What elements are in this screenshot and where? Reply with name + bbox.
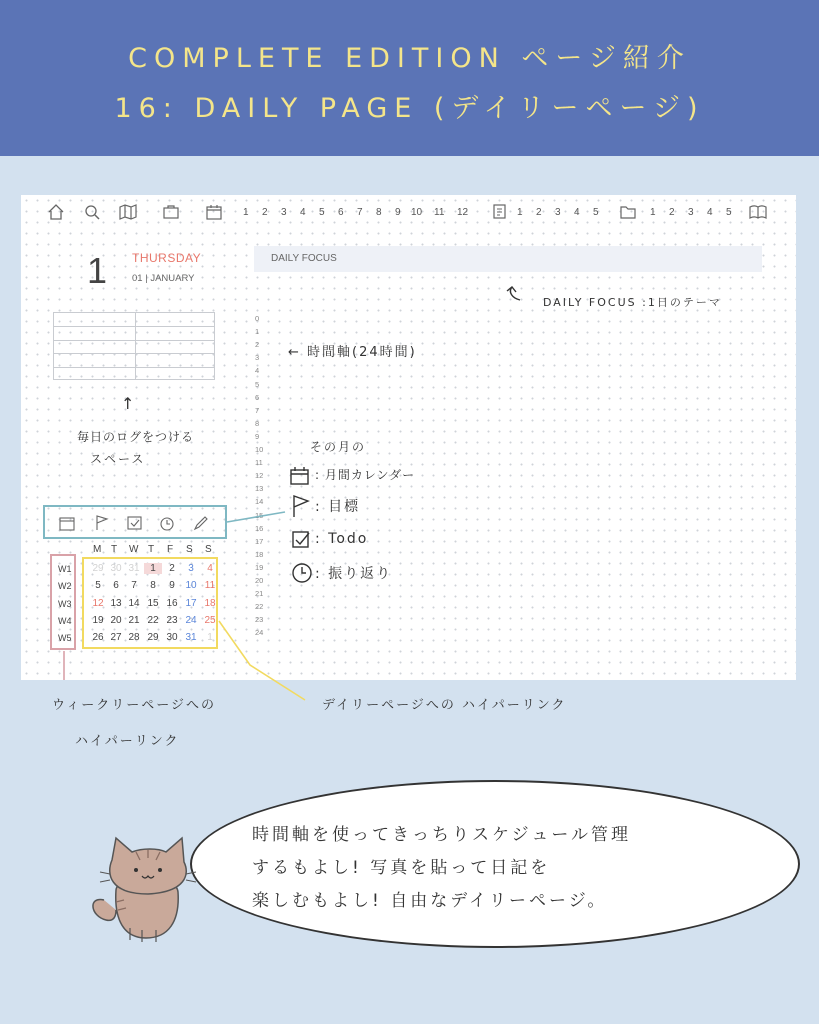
calendar-weekday-header: W: [129, 544, 139, 555]
calendar-weekday-header: S: [186, 544, 193, 555]
daily-page-link[interactable]: 18: [204, 598, 216, 609]
cat-mascot-illustration: [86, 830, 206, 950]
daily-page-link[interactable]: 25: [204, 615, 216, 626]
checkbox-icon: [291, 530, 313, 550]
daily-page-link[interactable]: 10: [185, 580, 197, 591]
legend-calendar: : 月間カレンダー: [315, 468, 416, 482]
hour-label: 3: [255, 353, 260, 363]
calendar-weekday-header: S: [205, 544, 212, 555]
daily-log-table[interactable]: [53, 312, 215, 380]
hours-annotation: ← 時間軸(24時間): [288, 345, 417, 360]
month-link[interactable]: 6: [338, 207, 344, 218]
daily-focus-label: DAILY FOCUS: [271, 253, 337, 264]
module-icon-bar: [43, 505, 227, 539]
daily-page-link[interactable]: 1: [144, 563, 162, 574]
day-number: 1: [87, 250, 108, 291]
month-link[interactable]: 2: [262, 207, 268, 218]
daily-page-link[interactable]: 3: [188, 563, 194, 574]
hour-label: 23: [255, 615, 264, 625]
hour-label: 17: [255, 536, 264, 546]
hour-label: 19: [255, 562, 264, 572]
month-link[interactable]: 7: [357, 207, 363, 218]
daily-page-link[interactable]: 24: [185, 615, 197, 626]
hour-label: 6: [255, 392, 260, 402]
header-title-line1: COMPLETE EDITION ページ紹介: [128, 43, 691, 74]
map-icon[interactable]: [119, 203, 137, 221]
month-link[interactable]: 4: [300, 207, 306, 218]
hour-label: 2: [255, 340, 260, 350]
hour-label: 14: [255, 497, 264, 507]
month-link[interactable]: 12: [457, 207, 469, 218]
hour-label: 7: [255, 405, 260, 415]
timer-icon[interactable]: [159, 515, 175, 531]
hour-label: 24: [255, 628, 264, 638]
hour-label: 10: [255, 445, 264, 454]
daily-page-link[interactable]: 11: [204, 580, 216, 591]
calendar-weekday-header: F: [167, 544, 174, 555]
daily-page-link[interactable]: 9: [169, 580, 175, 591]
daily-page-link[interactable]: 29: [92, 563, 104, 574]
header-title-line2: 16: DAILY PAGE (デイリーページ): [114, 93, 705, 124]
month-link[interactable]: 11: [434, 207, 445, 218]
daily-page-link[interactable]: 6: [113, 580, 119, 591]
timer-icon: [290, 560, 314, 584]
folder-link[interactable]: 3: [688, 207, 694, 218]
home-icon[interactable]: [47, 203, 65, 221]
daily-page-link[interactable]: 5: [95, 580, 101, 591]
legend-review: : 振り返り: [315, 566, 393, 582]
planner-toolbar: [21, 203, 796, 225]
daily-page-link[interactable]: 27: [110, 632, 122, 643]
hour-label: 9: [255, 431, 260, 441]
weekly-page-link[interactable]: W3: [58, 599, 72, 609]
log-row-divider: [54, 367, 214, 368]
note-link[interactable]: 4: [574, 207, 580, 218]
bubble-line2: するもよし! 写真を貼って日記を: [252, 858, 551, 878]
month-date-label: 01 | JANUARY: [132, 273, 195, 284]
legend-goal: : 目標: [315, 499, 361, 515]
calendar-icon[interactable]: [59, 515, 75, 531]
daily-page-link[interactable]: 1: [207, 632, 213, 643]
flag-icon: [291, 494, 313, 518]
focus-annotation: DAILY FOCUS :1日のテーマ: [543, 296, 722, 309]
folder-link[interactable]: 2: [669, 207, 675, 218]
daily-page-link[interactable]: 22: [147, 615, 159, 626]
calendar-weekday-header: M: [93, 544, 102, 555]
daily-page-link[interactable]: 2: [169, 563, 175, 574]
header-banner: [0, 0, 819, 156]
hour-label: 22: [255, 602, 264, 612]
daily-page-link[interactable]: 13: [110, 598, 122, 609]
log-annotation-line1: 毎日のログをつける: [77, 430, 195, 444]
hour-label: 8: [255, 418, 260, 428]
calendar-icon: [289, 466, 311, 486]
note-link[interactable]: 5: [593, 207, 599, 218]
note-link[interactable]: 2: [536, 207, 542, 218]
month-link[interactable]: 3: [281, 207, 287, 218]
daily-page-link[interactable]: 23: [166, 615, 178, 626]
daily-page-link[interactable]: 26: [92, 632, 104, 643]
bubble-line3: 楽しむもよし! 自由なデイリーページ。: [252, 891, 608, 911]
flag-icon[interactable]: [94, 515, 110, 531]
hour-label: 21: [255, 589, 264, 599]
hour-label: 15: [255, 510, 264, 520]
daily-link-annotation: デイリーページへの ハイパーリンク: [322, 698, 567, 713]
daily-page-link[interactable]: 29: [147, 632, 159, 643]
daily-page-link[interactable]: 30: [166, 632, 178, 643]
note-link[interactable]: 1: [517, 207, 523, 218]
folder-link[interactable]: 4: [707, 207, 713, 218]
hour-label: 18: [255, 549, 264, 559]
log-row-divider: [54, 340, 214, 341]
book-icon[interactable]: [749, 203, 767, 221]
weekly-link-annotation-line2: ハイパーリンク: [75, 734, 180, 749]
daily-page-link[interactable]: 7: [131, 580, 137, 591]
hour-label: 4: [255, 366, 260, 376]
log-row-divider: [54, 326, 214, 327]
daily-page-link[interactable]: 12: [92, 598, 104, 609]
hour-label: 1: [255, 327, 260, 337]
weekday-label: THURSDAY: [132, 251, 202, 265]
log-row-divider: [54, 353, 214, 354]
log-annotation-line2: スペース: [90, 452, 146, 466]
month-link[interactable]: 10: [411, 207, 423, 218]
daily-page-link[interactable]: 8: [150, 580, 156, 591]
month-link[interactable]: 9: [395, 207, 401, 218]
note-link[interactable]: 3: [555, 207, 561, 218]
daily-page-link[interactable]: 30: [110, 563, 122, 574]
hour-label: 5: [255, 379, 260, 389]
calendar-weekday-header: T: [148, 544, 155, 555]
daily-page-link[interactable]: 19: [92, 615, 104, 626]
weekly-page-link[interactable]: W5: [58, 633, 72, 643]
weekly-page-link[interactable]: W1: [58, 564, 72, 574]
bubble-line1: 時間軸を使ってきっちりスケジュール管理: [252, 825, 631, 845]
log-arrow: ↑: [121, 394, 135, 413]
hour-label: 11: [255, 458, 263, 468]
search-icon[interactable]: [83, 203, 101, 221]
hour-label: 0: [255, 314, 260, 323]
folder-link[interactable]: 5: [726, 207, 732, 218]
module-annotation-title: その月の: [310, 440, 367, 454]
daily-page-link[interactable]: 16: [166, 598, 178, 609]
daily-page-link[interactable]: 28: [128, 632, 140, 643]
briefcase-icon[interactable]: [162, 203, 180, 221]
notes-icon[interactable]: [491, 203, 509, 221]
month-link[interactable]: 8: [376, 207, 382, 218]
hour-label: 12: [255, 471, 264, 481]
weekly-link-annotation-line1: ウィークリーページへの: [52, 698, 216, 713]
hour-label: 16: [255, 523, 264, 533]
daily-page-link[interactable]: 15: [147, 598, 159, 609]
checkbox-icon[interactable]: [127, 515, 143, 531]
folder-link[interactable]: 1: [650, 207, 656, 218]
daily-page-link[interactable]: 20: [110, 615, 122, 626]
daily-page-link[interactable]: 31: [128, 563, 140, 574]
log-col-divider: [135, 313, 136, 379]
daily-page-link[interactable]: 14: [128, 598, 140, 609]
weekly-page-link[interactable]: W4: [58, 616, 72, 626]
daily-page-link[interactable]: 21: [128, 615, 140, 626]
month-link[interactable]: 5: [319, 207, 325, 218]
daily-focus-field[interactable]: [254, 246, 762, 272]
pen-icon[interactable]: [193, 515, 209, 531]
daily-page-link[interactable]: 31: [185, 632, 197, 643]
daily-page-link[interactable]: 4: [207, 563, 213, 574]
hour-label: 13: [255, 484, 264, 494]
calendar-weekday-header: T: [111, 544, 118, 555]
legend-todo: : Todo: [315, 531, 369, 547]
folder-icon[interactable]: [619, 203, 637, 221]
month-link[interactable]: 1: [243, 207, 249, 218]
weekly-page-link[interactable]: W2: [58, 581, 72, 591]
calendar-icon[interactable]: [205, 203, 223, 221]
daily-page-link[interactable]: 17: [185, 598, 197, 609]
hour-label: 20: [255, 576, 264, 585]
